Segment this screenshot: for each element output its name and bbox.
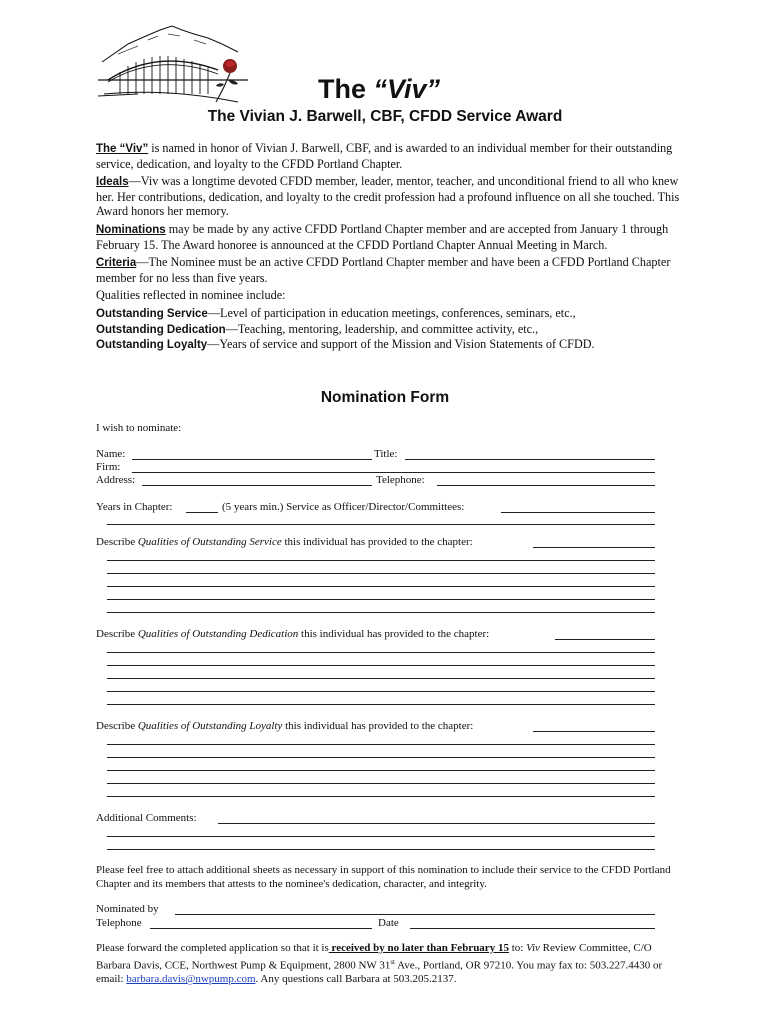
name-label: Name: [96,448,126,460]
date-label: Date [378,917,399,929]
wish-to-nominate-label: I wish to nominate: [96,422,182,434]
quality-dedication: Outstanding Dedication—Teaching, mentoring, leadership, and committee activity, etc., [96,321,539,336]
service-field-line-2[interactable] [107,560,655,561]
years-in-chapter-label: Years in Chapter: [96,501,173,513]
quality-service: Outstanding Service—Level of participation in education meetings, conferences, seminars, etc., [96,305,576,320]
years-in-chapter-field[interactable] [186,512,218,513]
award-title: The “Viv” [318,74,441,104]
title-label: Title: [374,448,398,460]
additional-comments-field[interactable] [218,823,655,824]
telephone-label: Telephone: [376,474,425,486]
additional-comments-label: Additional Comments: [96,812,197,824]
address-field[interactable] [142,485,372,486]
email-link[interactable]: barbara.davis@nwpump.com [126,973,256,986]
service-field[interactable] [533,547,655,548]
quality-loyalty: Outstanding Loyalty—Years of service and support of the Mission and Vision Statements of CFDD. [96,337,595,352]
loyalty-field-line-3[interactable] [107,757,655,758]
intro-paragraph-nominations: Nominations may be made by any active CFDD Portland Chapter member and are accepted from January 1 through February 15. The Award honoree is announced at the CFDD Portland Chapter Annual Meeting in March. [96,221,669,252]
describe-service-label: Describe Qualities of Outstanding Service this individual has provided to the chapter: [96,536,473,548]
intro-paragraph-viv: The “Viv” is named in honor of Vivian J. Barwell, CBF, and is awarded to an individual member for their outstanding service, dedication, and loyalty to the CFDD Portland Chapter. [96,141,673,171]
bridge-rose-logo-icon [98,22,248,108]
attach-note: Please feel free to attach additional sheets as necessary in support of this nomination to include their service to the CFDD Portland Chapter and its members that attests to the nominee's dedication, character, and integrity. [96,864,671,890]
nomination-form-title: Nomination Form [320,389,450,406]
service-officer-field[interactable] [501,512,655,513]
intro-paragraph-ideals: Ideals—Viv was a longtime devoted CFDD member, leader, mentor, teacher, and unconditional friend to all who knew her. Her contributions, dedication, and loyalty to the credit profession had a profound influence on all she touched. This Award honors her memory. [96,174,680,219]
loyalty-field-line-6[interactable] [107,796,655,797]
telephone2-label: Telephone [96,917,142,929]
service-officer-label: (5 years min.) Service as Officer/Director/Committees: [222,501,465,513]
dedication-field-line-3[interactable] [107,665,655,666]
dedication-field-line-6[interactable] [107,704,655,705]
date-field[interactable] [410,928,655,929]
service-field-line-3[interactable] [107,573,655,574]
title-field[interactable] [405,459,655,460]
telephone2-field[interactable] [150,928,372,929]
additional-comments-field-line-3[interactable] [107,849,655,850]
dedication-field-line-2[interactable] [107,652,655,653]
loyalty-field-line-5[interactable] [107,783,655,784]
service-field-line-5[interactable] [107,599,655,600]
dedication-field-line-4[interactable] [107,678,655,679]
nominated-by-field[interactable] [175,914,655,915]
dedication-field[interactable] [555,639,655,640]
loyalty-field[interactable] [533,731,655,732]
award-subtitle: The Vivian J. Barwell, CBF, CFDD Service Award [207,108,563,125]
qualities-heading: Qualities reflected in nominee include: [96,288,286,303]
intro-paragraph-criteria: Criteria—The Nominee must be an active CFDD Portland Chapter member and have been a CFDD Portland Chapter member for no less than five years. [96,255,671,285]
firm-field[interactable] [132,472,655,473]
describe-loyalty-label: Describe Qualities of Outstanding Loyalty this individual has provided to the chapter: [96,720,474,732]
service-officer-field-line-2[interactable] [107,524,655,525]
service-field-line-4[interactable] [107,586,655,587]
nominated-by-label: Nominated by [96,903,159,915]
name-field[interactable] [132,459,372,460]
intro-section [96,141,686,353]
additional-comments-field-line-2[interactable] [107,836,655,837]
describe-dedication-label: Describe Qualities of Outstanding Dedication this individual has provided to the chapter: [96,628,490,640]
address-label: Address: [96,474,136,486]
telephone-field[interactable] [437,485,655,486]
forwarding-instructions: Please forward the completed application so that it is received by no later than February 15 to: Viv Review Committee, C/O Barbara Davis, CCE, Northwest Pump & Equipment, 2800 NW 31st Ave., Portland, OR 97210. You may fax to: 503.227.4430 or email: barbara.davis@nwpump.com. Any questions call Barbara at 503.205.2137. [96,942,663,986]
firm-label: Firm: [96,461,121,473]
dedication-field-line-5[interactable] [107,691,655,692]
service-field-line-6[interactable] [107,612,655,613]
loyalty-field-line-2[interactable] [107,744,655,745]
loyalty-field-line-4[interactable] [107,770,655,771]
